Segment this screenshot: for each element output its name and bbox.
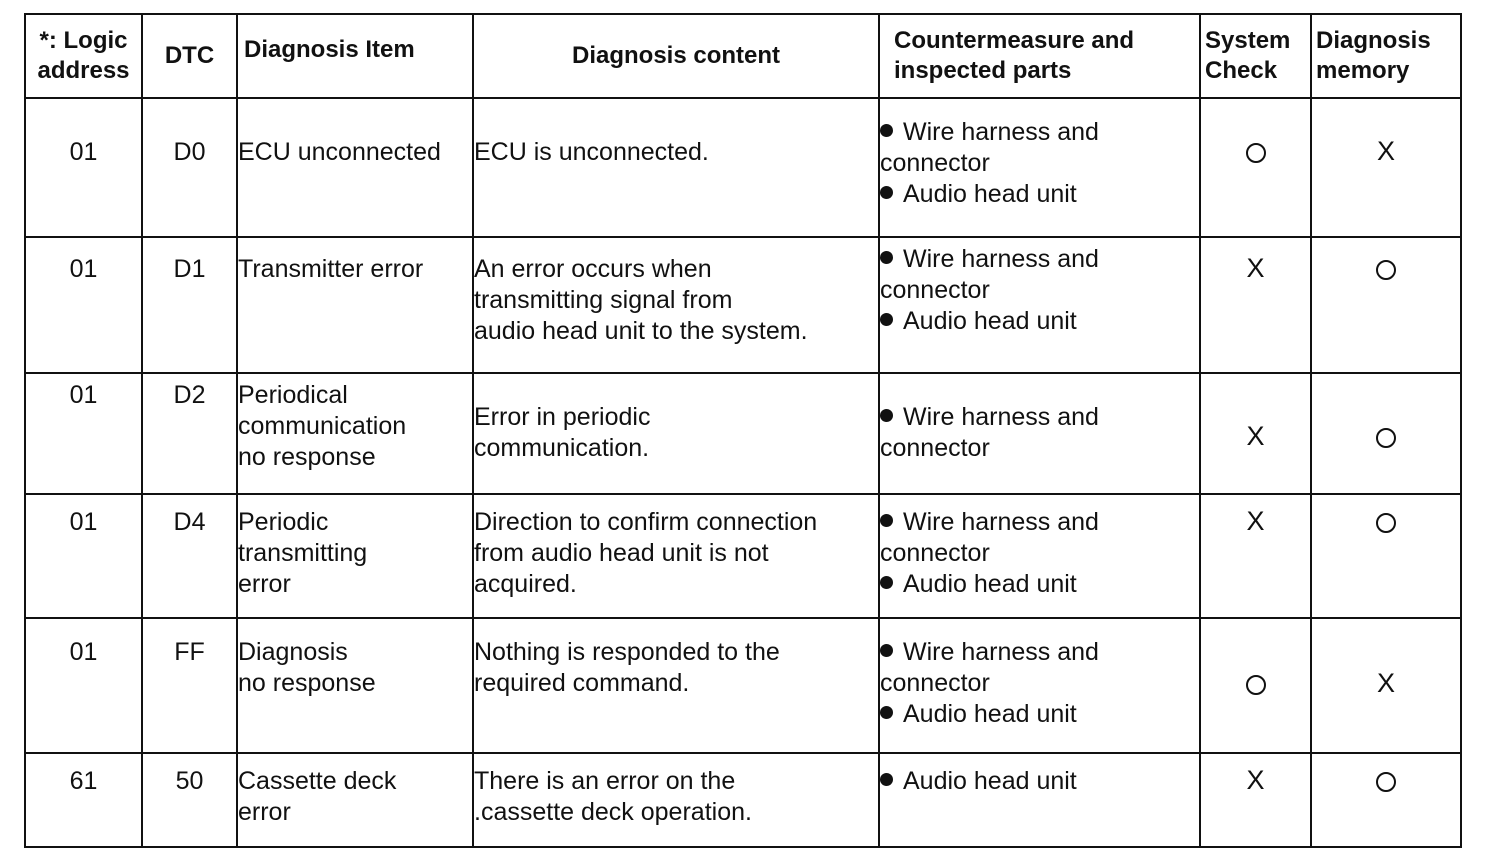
countermeasure-text: Wire harness and [903,638,1099,666]
diagnosis-item-cell [237,373,473,494]
diagnosis-item-cell [237,618,473,753]
bullet-icon [880,644,893,657]
bullet-icon [880,706,893,719]
diagnosis-content-line: .cassette deck operation. [474,798,752,826]
countermeasure-line [880,402,1199,433]
countermeasure-text: Wire harness and [903,245,1099,273]
countermeasure-text: connector [880,149,990,177]
countermeasure-cell [879,373,1200,494]
table-row [25,494,1461,618]
countermeasure-line [880,569,1199,600]
circle-mark-icon [1246,143,1266,163]
diagnosis-memory-cell [1311,618,1461,753]
table-row [25,373,1461,494]
header-diagnosis-content: Diagnosis content [473,14,879,98]
diagnosis-item-line: no response [238,443,376,471]
diagnosis-item-cell [237,494,473,618]
x-mark: X [1246,253,1265,283]
diagnosis-item-line: transmitting [238,539,368,567]
countermeasure-cell [879,494,1200,618]
diagnosis-memory-cell [1311,373,1461,494]
bullet-icon [880,313,893,326]
dtc-cell: D4 [142,494,237,618]
dtc-cell: D0 [142,98,237,237]
system-check-cell [1200,237,1311,373]
logic-address-cell: 61 [25,753,142,847]
countermeasure-text: Audio head unit [903,570,1077,598]
diagnosis-content-line: acquired. [474,570,577,598]
countermeasure-text: connector [880,276,990,304]
countermeasure-text: connector [880,539,990,567]
system-check-cell [1200,618,1311,753]
bullet-icon [880,124,893,137]
diagnosis-memory-cell [1311,98,1461,237]
header-diagnosis-item: Diagnosis Item [237,14,473,98]
header-diagnosis-memory: Diagnosis memory [1311,14,1461,98]
countermeasure-line [880,668,1199,699]
bullet-icon [880,514,893,527]
diagnosis-content-cell [473,494,879,618]
countermeasure-line [880,306,1199,337]
diagnosis-item-cell [237,753,473,847]
x-mark: X [1246,765,1265,795]
dtc-table [24,13,1462,848]
diagnosis-content-cell [473,98,879,237]
diagnosis-item-cell [237,237,473,373]
diagnosis-item-line: ECU unconnected [238,138,441,166]
countermeasure-cell [879,98,1200,237]
diagnosis-content-line: required command. [474,669,690,697]
countermeasure-line [880,244,1199,275]
countermeasure-line [880,507,1199,538]
diagnosis-content-line: from audio head unit is not [474,539,769,567]
diagnosis-memory-cell [1311,753,1461,847]
table-row [25,98,1461,237]
system-check-cell [1200,98,1311,237]
countermeasure-text: Audio head unit [903,307,1077,335]
x-mark: X [1246,506,1265,536]
countermeasure-line [880,766,1199,797]
header-logic-address: *: Logic address [25,14,142,98]
countermeasure-text: Audio head unit [903,767,1077,795]
diagnosis-content-line: Nothing is responded to the [474,638,780,666]
diagnosis-item-line: no response [238,669,376,697]
countermeasure-line [880,538,1199,569]
diagnosis-content-line: There is an error on the [474,767,736,795]
x-mark: X [1376,668,1395,698]
diagnosis-content-line: transmitting signal from [474,286,733,314]
circle-mark-icon [1376,513,1396,533]
bullet-icon [880,409,893,422]
countermeasure-line [880,433,1199,464]
bullet-icon [880,773,893,786]
diagnosis-item-line: Cassette deck [238,767,397,795]
diagnosis-content-line: communication. [474,434,650,462]
logic-address-cell: 01 [25,618,142,753]
x-mark: X [1376,136,1395,166]
countermeasure-cell [879,618,1200,753]
system-check-cell [1200,373,1311,494]
table-row [25,618,1461,753]
diagnosis-item-line: error [238,798,291,826]
bullet-icon [880,251,893,264]
circle-mark-icon [1376,772,1396,792]
countermeasure-text: Audio head unit [903,700,1077,728]
countermeasure-line [880,117,1199,148]
countermeasure-text: Wire harness and [903,508,1099,536]
countermeasure-cell [879,237,1200,373]
diagnosis-content-cell [473,618,879,753]
diagnosis-item-line: Periodical [238,381,348,409]
countermeasure-text: connector [880,434,990,462]
system-check-cell [1200,753,1311,847]
countermeasure-line [880,275,1199,306]
bullet-icon [880,576,893,589]
diagnosis-item-line: Transmitter error [238,255,424,283]
circle-mark-icon [1376,428,1396,448]
diagnosis-item-line: error [238,570,291,598]
diagnosis-content-line: ECU is unconnected. [474,138,709,166]
countermeasure-text: connector [880,669,990,697]
diagnosis-content-line: Error in periodic [474,403,651,431]
dtc-cell: D1 [142,237,237,373]
dtc-cell: 50 [142,753,237,847]
diagnosis-content-line: Direction to confirm connection [474,508,818,536]
circle-mark-icon [1246,675,1266,695]
table-row [25,753,1461,847]
countermeasure-line [880,148,1199,179]
x-mark: X [1246,421,1265,451]
diagnosis-memory-cell [1311,494,1461,618]
logic-address-cell: 01 [25,494,142,618]
header-system-check: System Check [1200,14,1311,98]
logic-address-cell: 01 [25,373,142,494]
diagnosis-content-line: An error occurs when [474,255,712,283]
diagnosis-content-cell [473,753,879,847]
diagnosis-memory-cell [1311,237,1461,373]
diagnosis-item-line: communication [238,412,407,440]
diagnosis-item-line: Diagnosis [238,638,348,666]
countermeasure-text: Wire harness and [903,118,1099,146]
countermeasure-cell [879,753,1200,847]
logic-address-cell: 01 [25,237,142,373]
logic-address-cell: 01 [25,98,142,237]
diagnosis-item-cell [237,98,473,237]
countermeasure-text: Wire harness and [903,403,1099,431]
diagnosis-content-cell [473,237,879,373]
dtc-cell: FF [142,618,237,753]
header-row [25,14,1461,98]
system-check-cell [1200,494,1311,618]
header-countermeasure: Countermeasure and inspected parts [879,14,1200,98]
diagnosis-content-cell [473,373,879,494]
countermeasure-line [880,637,1199,668]
header-dtc: DTC [142,14,237,98]
countermeasure-line [880,699,1199,730]
diagnosis-content-line: audio head unit to the system. [474,317,808,345]
table-body [25,98,1461,847]
table-row [25,237,1461,373]
dtc-cell: D2 [142,373,237,494]
diagnosis-item-line: Periodic [238,508,329,536]
bullet-icon [880,186,893,199]
countermeasure-line [880,179,1199,210]
countermeasure-text: Audio head unit [903,180,1077,208]
circle-mark-icon [1376,260,1396,280]
